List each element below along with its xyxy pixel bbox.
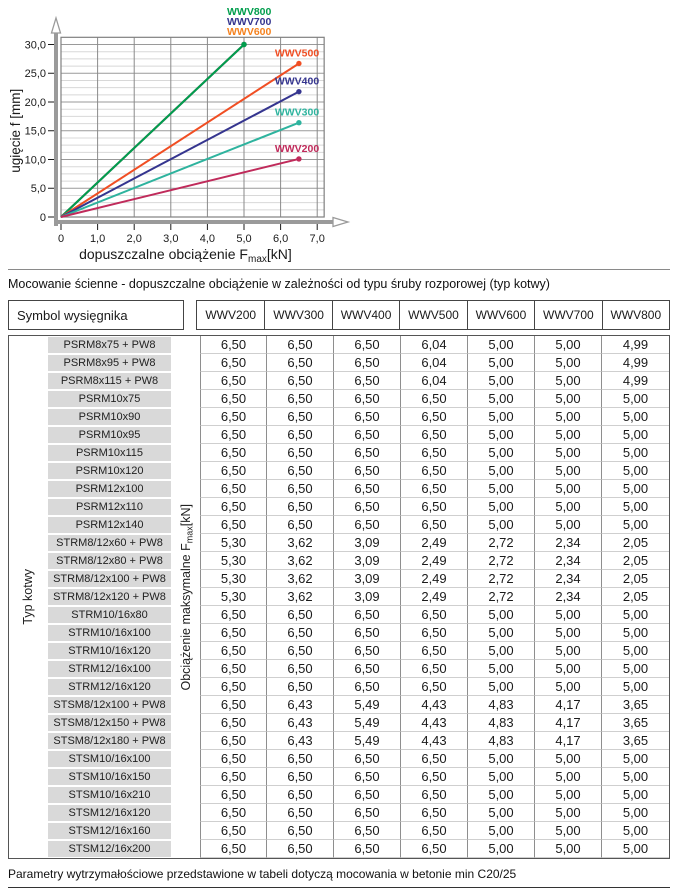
- cell-WWV700: 5,00: [535, 498, 602, 516]
- cell-WWV500: 6,50: [401, 480, 468, 498]
- row-label: STRM8/12x120 + PW8: [46, 588, 173, 606]
- cell-WWV200: 6,50: [200, 624, 267, 642]
- row-label: PSRM8x75 + PW8: [46, 336, 173, 354]
- cell-WWV400: 6,50: [334, 462, 401, 480]
- cell-WWV700: 2,34: [535, 534, 602, 552]
- cell-WWV600: 5,00: [468, 660, 535, 678]
- cell-WWV600: 4,83: [468, 732, 535, 750]
- cell-WWV600: 5,00: [468, 642, 535, 660]
- cell-WWV300: 6,50: [267, 822, 334, 840]
- cell-WWV600: 5,00: [468, 786, 535, 804]
- cell-WWV800: 5,00: [602, 480, 669, 498]
- cell-WWV800: 5,00: [602, 624, 669, 642]
- cell-WWV500: 4,43: [401, 714, 468, 732]
- y-tick-label: 10,0: [24, 154, 46, 167]
- cell-WWV600: 5,00: [468, 336, 535, 354]
- separator-bottom: [8, 887, 670, 888]
- cell-WWV500: 6,50: [401, 750, 468, 768]
- x-axis-arrow: [333, 218, 348, 227]
- cell-WWV700: 5,00: [535, 462, 602, 480]
- cell-WWV400: 3,09: [334, 534, 401, 552]
- series-label-WWV200: WWV200: [274, 142, 320, 155]
- cell-WWV500: 6,50: [401, 786, 468, 804]
- cell-WWV300: 6,50: [267, 480, 334, 498]
- row-label: STSM10/16x150: [46, 768, 173, 786]
- row-label: STSM10/16x210: [46, 786, 173, 804]
- cell-WWV500: 4,43: [401, 732, 468, 750]
- column-header-WWV800: WWV800: [602, 301, 669, 329]
- table-body: [8, 335, 670, 859]
- cell-WWV600: 5,00: [468, 840, 535, 858]
- cell-WWV800: 2,05: [602, 588, 669, 606]
- cell-WWV600: 2,72: [468, 570, 535, 588]
- cell-WWV500: 6,50: [401, 498, 468, 516]
- cell-WWV400: 6,50: [334, 498, 401, 516]
- cell-WWV400: 6,50: [334, 840, 401, 858]
- row-label: PSRM12x100: [46, 480, 173, 498]
- cell-WWV200: 6,50: [200, 444, 267, 462]
- cell-WWV700: 2,34: [535, 552, 602, 570]
- cell-WWV300: 6,50: [267, 840, 334, 858]
- cell-WWV500: 6,50: [401, 426, 468, 444]
- cell-WWV700: 5,00: [535, 678, 602, 696]
- cell-WWV300: 6,50: [267, 768, 334, 786]
- cell-WWV300: 6,50: [267, 354, 334, 372]
- cell-WWV600: 5,00: [468, 750, 535, 768]
- cell-WWV800: 5,00: [602, 840, 669, 858]
- cell-WWV400: 6,50: [334, 804, 401, 822]
- cell-WWV600: 5,00: [468, 606, 535, 624]
- cell-WWV700: 5,00: [535, 822, 602, 840]
- cell-WWV800: 3,65: [602, 696, 669, 714]
- cell-WWV200: 6,50: [200, 714, 267, 732]
- cell-WWV700: 5,00: [535, 480, 602, 498]
- cell-WWV300: 3,62: [267, 588, 334, 606]
- series-label-WWV300: WWV300: [274, 106, 320, 119]
- cell-WWV300: 6,50: [267, 624, 334, 642]
- cell-WWV200: 6,50: [200, 660, 267, 678]
- cell-WWV400: 6,50: [334, 354, 401, 372]
- cell-WWV800: 5,00: [602, 444, 669, 462]
- cell-WWV500: 6,04: [401, 372, 468, 390]
- cell-WWV600: 5,00: [468, 498, 535, 516]
- cell-WWV700: 5,00: [535, 354, 602, 372]
- cell-WWV200: 5,30: [200, 570, 267, 588]
- cell-WWV300: 6,50: [267, 606, 334, 624]
- cell-WWV400: 6,50: [334, 480, 401, 498]
- cell-WWV400: 6,50: [334, 516, 401, 534]
- anchor-load-table: [8, 300, 670, 859]
- cell-WWV500: 4,43: [401, 696, 468, 714]
- cell-WWV800: 5,00: [602, 408, 669, 426]
- cell-WWV500: 2,49: [401, 552, 468, 570]
- cell-WWV800: 5,00: [602, 498, 669, 516]
- cell-WWV600: 5,00: [468, 678, 535, 696]
- x-tick-label: 7,0: [309, 233, 325, 245]
- cell-WWV400: 5,49: [334, 714, 401, 732]
- cell-WWV500: 6,50: [401, 408, 468, 426]
- cell-WWV500: 6,50: [401, 642, 468, 660]
- y-tick-label: 30,0: [24, 39, 46, 52]
- cell-WWV200: 6,50: [200, 642, 267, 660]
- cell-WWV800: 2,05: [602, 570, 669, 588]
- cell-WWV200: 6,50: [200, 426, 267, 444]
- series-line-WWV400: [61, 92, 299, 217]
- deflection-chart: [0, 0, 677, 269]
- x-tick-label: 6,0: [272, 233, 289, 245]
- cell-WWV500: 6,50: [401, 822, 468, 840]
- cell-WWV800: 3,65: [602, 732, 669, 750]
- cell-WWV300: 3,62: [267, 534, 334, 552]
- cell-WWV600: 5,00: [468, 372, 535, 390]
- series-label-WWV400: WWV400: [274, 75, 320, 88]
- cell-WWV200: 6,50: [200, 372, 267, 390]
- cell-WWV700: 5,00: [535, 372, 602, 390]
- cell-WWV500: 6,50: [401, 768, 468, 786]
- cell-WWV500: 6,04: [401, 354, 468, 372]
- cell-WWV200: 5,30: [200, 588, 267, 606]
- cell-WWV300: 6,50: [267, 462, 334, 480]
- cell-WWV600: 5,00: [468, 408, 535, 426]
- cell-WWV700: 2,34: [535, 570, 602, 588]
- cell-WWV600: 2,72: [468, 588, 535, 606]
- cell-WWV300: 3,62: [267, 552, 334, 570]
- cell-WWV600: 5,00: [468, 426, 535, 444]
- cell-WWV500: 6,50: [401, 678, 468, 696]
- cell-WWV700: 4,17: [535, 696, 602, 714]
- cell-WWV400: 3,09: [334, 588, 401, 606]
- row-label: STRM8/12x100 + PW8: [46, 570, 173, 588]
- cell-WWV400: 6,50: [334, 768, 401, 786]
- cell-WWV500: 6,50: [401, 606, 468, 624]
- cell-WWV700: 5,00: [535, 750, 602, 768]
- cell-WWV300: 6,50: [267, 336, 334, 354]
- cell-WWV200: 6,50: [200, 822, 267, 840]
- cell-WWV500: 6,04: [401, 336, 468, 354]
- cell-WWV500: 6,50: [401, 462, 468, 480]
- cell-WWV400: 6,50: [334, 660, 401, 678]
- cell-WWV600: 5,00: [468, 480, 535, 498]
- plot-border: [61, 37, 324, 217]
- row-label: PSRM8x95 + PW8: [46, 354, 173, 372]
- cell-WWV800: 4,99: [602, 372, 669, 390]
- cell-WWV500: 2,49: [401, 570, 468, 588]
- cell-WWV200: 6,50: [200, 498, 267, 516]
- cell-WWV700: 5,00: [535, 426, 602, 444]
- cell-WWV800: 5,00: [602, 462, 669, 480]
- column-header-WWV400: WWV400: [332, 301, 399, 329]
- cell-WWV200: 6,50: [200, 732, 267, 750]
- cell-WWV300: 6,50: [267, 426, 334, 444]
- row-label: PSRM12x110: [46, 498, 173, 516]
- cell-WWV300: 6,43: [267, 714, 334, 732]
- cell-WWV800: 5,00: [602, 678, 669, 696]
- cell-WWV400: 5,49: [334, 732, 401, 750]
- y-tick-label: 25,0: [24, 68, 46, 81]
- cell-WWV200: 6,50: [200, 804, 267, 822]
- cell-WWV200: 6,50: [200, 768, 267, 786]
- cell-WWV300: 3,62: [267, 570, 334, 588]
- cell-WWV500: 6,50: [401, 660, 468, 678]
- cell-WWV600: 5,00: [468, 804, 535, 822]
- row-label: PSRM10x120: [46, 462, 173, 480]
- cell-WWV800: 5,00: [602, 426, 669, 444]
- row-label: STSM12/16x120: [46, 804, 173, 822]
- row-label: PSRM8x115 + PW8: [46, 372, 173, 390]
- cell-WWV500: 2,49: [401, 534, 468, 552]
- cell-WWV200: 6,50: [200, 516, 267, 534]
- load-label-column: [173, 336, 200, 858]
- cell-WWV300: 6,50: [267, 408, 334, 426]
- cell-WWV400: 6,50: [334, 390, 401, 408]
- cell-WWV300: 6,50: [267, 750, 334, 768]
- cell-WWV800: 4,99: [602, 354, 669, 372]
- cell-WWV600: 2,72: [468, 534, 535, 552]
- cell-WWV200: 6,50: [200, 786, 267, 804]
- cell-WWV600: 5,00: [468, 354, 535, 372]
- cell-WWV400: 6,50: [334, 750, 401, 768]
- column-header-WWV500: WWV500: [399, 301, 466, 329]
- cell-WWV300: 6,50: [267, 786, 334, 804]
- x-tick-label: 4,0: [199, 233, 216, 245]
- cell-WWV400: 6,50: [334, 786, 401, 804]
- typ-kotwy-column: [9, 336, 46, 858]
- cell-WWV600: 5,00: [468, 462, 535, 480]
- x-tick-label: 0: [57, 233, 65, 245]
- row-label: STSM8/12x100 + PW8: [46, 696, 173, 714]
- cell-WWV700: 5,00: [535, 336, 602, 354]
- cell-WWV600: 5,00: [468, 516, 535, 534]
- row-label: STSM12/16x160: [46, 822, 173, 840]
- cell-WWV700: 5,00: [535, 804, 602, 822]
- cell-WWV200: 6,50: [200, 750, 267, 768]
- legend-label-WWV700: WWV700: [227, 16, 272, 28]
- row-label: STRM12/16x120: [46, 678, 173, 696]
- load-axis-label: Obciążenie maksymalne $F_{max}[kN]$: [178, 503, 195, 691]
- cell-WWV400: 3,09: [334, 570, 401, 588]
- cell-WWV200: 5,30: [200, 534, 267, 552]
- cell-WWV500: 6,50: [401, 444, 468, 462]
- cell-WWV200: 6,50: [200, 390, 267, 408]
- cell-WWV400: 6,50: [334, 642, 401, 660]
- y-tick-label: 20,0: [24, 96, 46, 109]
- row-label: STRM8/12x60 + PW8: [46, 534, 173, 552]
- series-marker-WWV300: [296, 120, 301, 125]
- cell-WWV800: 5,00: [602, 516, 669, 534]
- row-label: STSM8/12x180 + PW8: [46, 732, 173, 750]
- cell-WWV800: 3,65: [602, 714, 669, 732]
- cell-WWV200: 6,50: [200, 840, 267, 858]
- cell-WWV200: 6,50: [200, 678, 267, 696]
- row-label: PSRM10x115: [46, 444, 173, 462]
- cell-WWV700: 5,00: [535, 642, 602, 660]
- cell-WWV800: 5,00: [602, 390, 669, 408]
- row-label: PSRM10x95: [46, 426, 173, 444]
- x-tick-label: 5,0: [236, 233, 252, 245]
- cell-WWV400: 6,50: [334, 678, 401, 696]
- column-header-WWV600: WWV600: [467, 301, 534, 329]
- cell-WWV800: 5,00: [602, 768, 669, 786]
- cell-WWV400: 3,09: [334, 552, 401, 570]
- cell-WWV600: 4,83: [468, 696, 535, 714]
- cell-WWV500: 6,50: [401, 804, 468, 822]
- cell-WWV600: 5,00: [468, 768, 535, 786]
- row-label: STRM10/16x100: [46, 624, 173, 642]
- x-axis-title: dopuszczalne obciążenie $F_{max}[kN]$: [79, 246, 292, 265]
- row-label: STSM10/16x100: [46, 750, 173, 768]
- wwv-header-strip: [196, 300, 670, 330]
- y-axis-title: ugięcie f [mm]: [8, 88, 23, 173]
- x-tick-label: 3,0: [163, 233, 179, 245]
- cell-WWV600: 5,00: [468, 444, 535, 462]
- series-line-WWV500: [61, 63, 299, 217]
- column-header-WWV300: WWV300: [264, 301, 331, 329]
- column-header-WWV200: WWV200: [205, 308, 257, 322]
- cell-WWV200: 6,50: [200, 606, 267, 624]
- row-label: STRM10/16x80: [46, 606, 173, 624]
- cell-WWV300: 6,50: [267, 642, 334, 660]
- cell-WWV700: 5,00: [535, 768, 602, 786]
- cell-WWV800: 5,00: [602, 642, 669, 660]
- cell-WWV800: 5,00: [602, 822, 669, 840]
- cell-WWV500: 6,50: [401, 390, 468, 408]
- series-marker-WWV800: [241, 42, 246, 47]
- row-label: PSRM10x75: [46, 390, 173, 408]
- cell-WWV600: 5,00: [468, 390, 535, 408]
- row-label: STSM12/16x200: [46, 840, 173, 858]
- cell-WWV400: 6,50: [334, 624, 401, 642]
- cell-WWV300: 6,50: [267, 498, 334, 516]
- column-header-WWV700: WWV700: [534, 301, 601, 329]
- cell-WWV400: 5,49: [334, 696, 401, 714]
- cell-WWV300: 6,50: [267, 390, 334, 408]
- cell-WWV500: 6,50: [401, 840, 468, 858]
- legend-label-WWV800: WWV800: [227, 6, 272, 18]
- chart-canvas: [4, 3, 354, 265]
- cell-WWV700: 2,34: [535, 588, 602, 606]
- cell-WWV200: 6,50: [200, 408, 267, 426]
- cell-WWV300: 6,50: [267, 678, 334, 696]
- series-marker-WWV400: [296, 89, 301, 94]
- cell-WWV800: 5,00: [602, 786, 669, 804]
- series-label-WWV500: WWV500: [274, 47, 320, 60]
- cell-WWV700: 5,00: [535, 390, 602, 408]
- row-label: STRM8/12x80 + PW8: [46, 552, 173, 570]
- cell-WWV700: 5,00: [535, 660, 602, 678]
- table-caption: Mocowanie ścienne - dopuszczalne obciążenie w zależności od typu śruby rozporowej (typ kotwy): [8, 277, 550, 291]
- cell-WWV600: 4,83: [468, 714, 535, 732]
- cell-WWV400: 6,50: [334, 444, 401, 462]
- cell-WWV300: 6,50: [267, 804, 334, 822]
- cell-WWV800: 5,00: [602, 660, 669, 678]
- cell-WWV800: 5,00: [602, 750, 669, 768]
- cell-WWV300: 6,50: [267, 372, 334, 390]
- row-label: PSRM12x140: [46, 516, 173, 534]
- y-axis-arrow: [52, 18, 61, 33]
- cell-WWV200: 6,50: [200, 354, 267, 372]
- cell-WWV700: 4,17: [535, 732, 602, 750]
- cell-WWV700: 5,00: [535, 606, 602, 624]
- series-marker-WWV500: [296, 61, 301, 66]
- legend-label-WWV600: WWV600: [227, 26, 272, 38]
- cell-WWV800: 2,05: [602, 552, 669, 570]
- cell-WWV800: 5,00: [602, 606, 669, 624]
- cell-WWV800: 2,05: [602, 534, 669, 552]
- cell-WWV700: 5,00: [535, 408, 602, 426]
- cell-WWV300: 6,50: [267, 444, 334, 462]
- cell-WWV600: 5,00: [468, 624, 535, 642]
- row-label: STRM12/16x100: [46, 660, 173, 678]
- cell-WWV300: 6,50: [267, 660, 334, 678]
- series-marker-WWV200: [296, 156, 301, 161]
- y-tick-label: 15,0: [24, 125, 46, 138]
- typ-kotwy-label: Typ kotwy: [20, 569, 35, 625]
- cell-WWV200: 5,30: [200, 552, 267, 570]
- row-label: STSM8/12x150 + PW8: [46, 714, 173, 732]
- cell-WWV200: 6,50: [200, 462, 267, 480]
- cell-WWV700: 5,00: [535, 624, 602, 642]
- y-tick-label: 0: [39, 211, 46, 224]
- table-header-row: [8, 300, 670, 330]
- footnote: Parametry wytrzymałościowe przedstawione w tabeli dotyczą mocowania w betonie min C20/25: [8, 867, 517, 881]
- cell-WWV700: 5,00: [535, 444, 602, 462]
- cell-WWV200: 6,50: [200, 336, 267, 354]
- cell-WWV300: 6,43: [267, 696, 334, 714]
- cell-WWV800: 5,00: [602, 804, 669, 822]
- cell-WWV700: 5,00: [535, 786, 602, 804]
- cell-WWV600: 5,00: [468, 822, 535, 840]
- cell-WWV700: 4,17: [535, 714, 602, 732]
- cell-WWV300: 6,50: [267, 516, 334, 534]
- cell-WWV800: 4,99: [602, 336, 669, 354]
- x-tick-label: 2,0: [126, 233, 142, 245]
- y-tick-label: 5,0: [30, 183, 46, 196]
- cell-WWV300: 6,43: [267, 732, 334, 750]
- cell-WWV500: 6,50: [401, 516, 468, 534]
- cell-WWV200: 6,50: [200, 696, 267, 714]
- cell-WWV400: 6,50: [334, 336, 401, 354]
- cell-WWV700: 5,00: [535, 516, 602, 534]
- row-label: STRM10/16x120: [46, 642, 173, 660]
- symbol-header-cell: Symbol wysięgnika: [8, 300, 184, 330]
- cell-WWV400: 6,50: [334, 426, 401, 444]
- cell-WWV400: 6,50: [334, 408, 401, 426]
- row-label: PSRM10x90: [46, 408, 173, 426]
- cell-WWV500: 2,49: [401, 588, 468, 606]
- cell-WWV400: 6,50: [334, 372, 401, 390]
- cell-WWV500: 6,50: [401, 624, 468, 642]
- x-tick-label: 1,0: [89, 233, 106, 245]
- cell-WWV200: 6,50: [200, 480, 267, 498]
- cell-WWV400: 6,50: [334, 822, 401, 840]
- cell-WWV600: 2,72: [468, 552, 535, 570]
- cell-WWV700: 5,00: [535, 840, 602, 858]
- cell-WWV400: 6,50: [334, 606, 401, 624]
